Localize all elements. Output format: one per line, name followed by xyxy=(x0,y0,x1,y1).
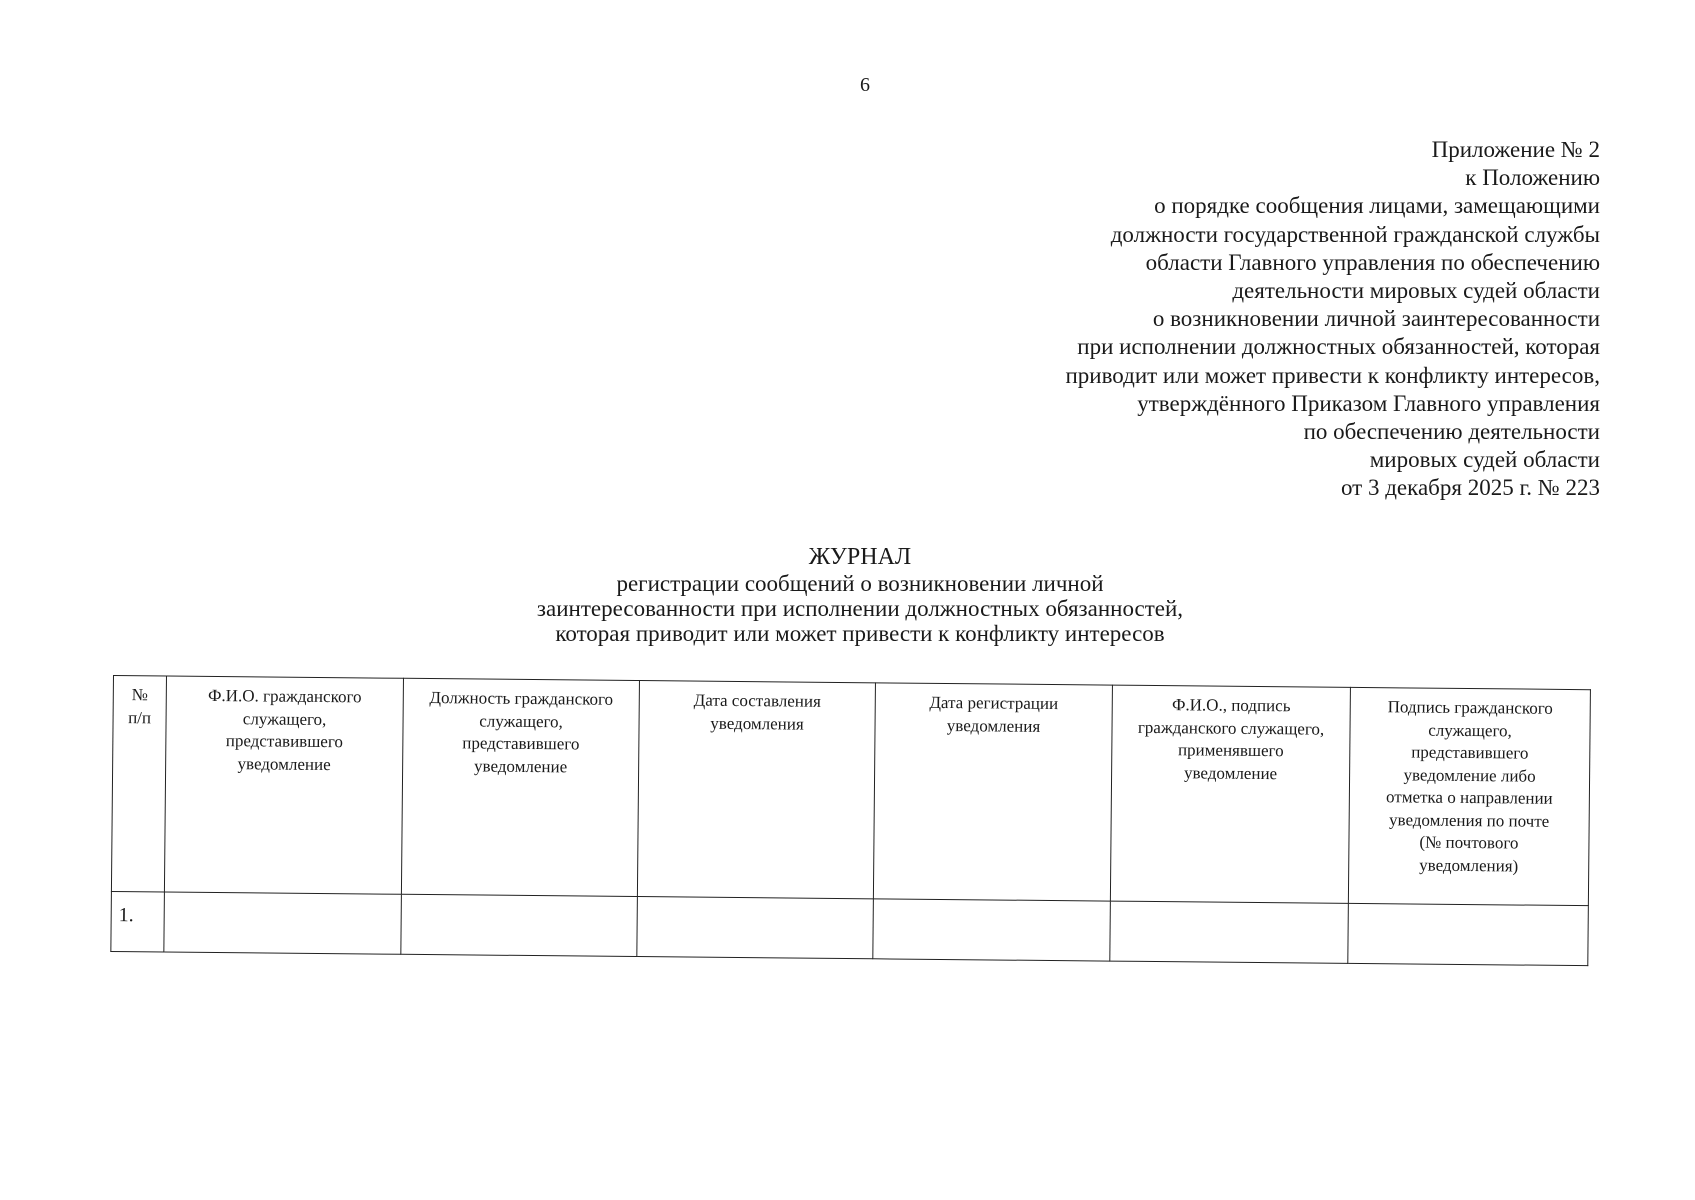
appendix-line: Приложение № 2 xyxy=(1431,137,1600,162)
appendix-line: области Главного управления по обеспечению xyxy=(1145,249,1600,275)
appendix-line: о возникновении личной заинтересованности xyxy=(1152,306,1600,332)
column-header-receiver: Ф.И.О., подпись гражданского служащего, применявшего уведомление xyxy=(1110,685,1350,903)
column-header-signature: Подпись гражданского служащего, представившего уведомление либо отметка о направлении уведомления по почте (№ почтового уведомления) xyxy=(1348,687,1590,905)
journal-subtitle-line: заинтересованности при исполнении должностных обязанностей, xyxy=(536,596,1184,621)
column-header-position: Должность гражданского служащего, представившего уведомление xyxy=(401,678,639,896)
column-header-registration-date: Дата регистрации уведомления xyxy=(873,683,1112,901)
appendix-line: по обеспечению деятельности xyxy=(1303,419,1600,445)
table-cell-number: 1. xyxy=(111,891,165,952)
appendix-line: утверждённого Приказом Главного управления xyxy=(1137,390,1600,416)
column-header-number: № п/п xyxy=(111,676,166,892)
column-header-compose-date: Дата составления уведомления xyxy=(637,681,875,899)
appendix-line: при исполнении должностных обязанностей, которая xyxy=(1077,334,1600,360)
column-header-full-name: Ф.И.О. гражданского служащего, представившего уведомление xyxy=(164,676,403,894)
appendix-block xyxy=(880,136,1600,503)
journal-title: ЖУРНАЛ xyxy=(808,544,912,570)
table-cell xyxy=(1110,901,1349,963)
appendix-line: должности государственной гражданской службы xyxy=(1110,221,1600,247)
journal-table xyxy=(110,675,1591,966)
appendix-line: приводит или может привести к конфликту интересов, xyxy=(1065,362,1600,388)
journal-subtitle-line: которая приводит или может привести к конфликту интересов xyxy=(555,621,1165,646)
page-number: 6 xyxy=(860,74,870,96)
table-cell xyxy=(873,899,1111,961)
journal-subtitle-line: регистрации сообщений о возникновении личной xyxy=(616,571,1104,596)
journal-title-block xyxy=(0,543,1695,646)
table-cell xyxy=(164,892,402,954)
table-header-row xyxy=(111,676,1590,906)
appendix-line: о порядке сообщения лицами, замещающими xyxy=(1154,193,1600,219)
table-row xyxy=(111,891,1589,965)
appendix-line: мировых судей области xyxy=(1369,447,1600,473)
appendix-line: к Положению xyxy=(1465,165,1600,191)
table-cell xyxy=(637,897,874,959)
appendix-line: от 3 декабря 2025 г. № 223 xyxy=(1340,475,1600,501)
table-cell xyxy=(401,894,638,956)
table-cell xyxy=(1348,903,1589,965)
appendix-line: деятельности мировых судей области xyxy=(1232,278,1600,304)
